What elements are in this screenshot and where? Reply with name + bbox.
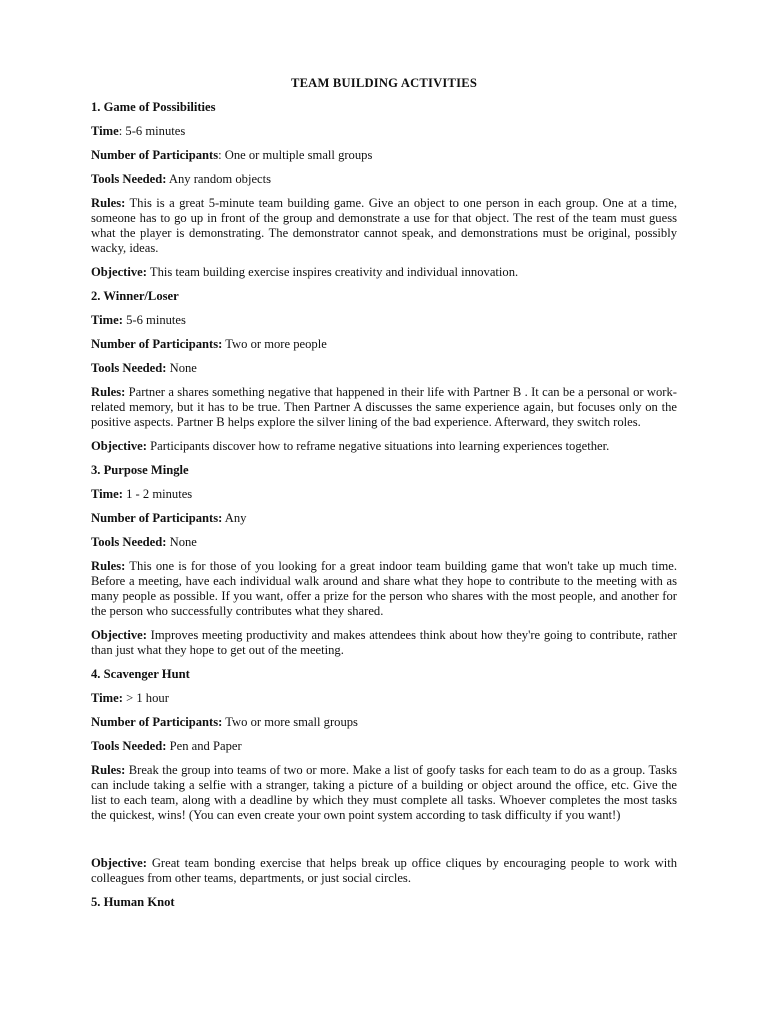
time-value: 1 - 2 minutes	[122, 487, 193, 501]
objective-paragraph	[91, 628, 677, 658]
tools-label: Tools Needed:	[91, 361, 167, 375]
rules-paragraph	[91, 385, 677, 430]
rules-text: This one is for those of you looking for a great indoor team building game that won't take up much time. Before a meeting, have each individual walk around and share what they hope to contribute to the meeting with as many people as possible. If you want, offer a prize for the person who shares with the most people, and another for the person who successfully contributes what they shared.	[91, 559, 677, 618]
tools-value: None	[166, 361, 197, 375]
time-value: > 1 hour	[122, 691, 169, 705]
rules-paragraph	[91, 763, 677, 823]
rules-paragraph	[91, 559, 677, 619]
participants-line	[91, 511, 677, 526]
tools-line	[91, 739, 677, 754]
objective-label: Objective:	[91, 628, 147, 642]
rules-text: Partner a shares something negative that happened in their life with Partner B . It can be a personal or work-related memory, but it has to be true. Then Partner A discusses the same experience again, but focuses only on the positive aspects. Partner B helps explore the silver lining of the bad experience. Afterward, they switch roles.	[91, 385, 677, 429]
objective-paragraph	[91, 856, 677, 886]
rules-paragraph	[91, 196, 677, 256]
time-value: 5-6 minutes	[122, 313, 186, 327]
participants-line	[91, 148, 677, 163]
participants-label: Number of Participants	[91, 148, 219, 162]
participants-line	[91, 715, 677, 730]
time-line	[91, 487, 677, 502]
objective-text: This team building exercise inspires creativity and individual innovation.	[146, 265, 519, 279]
section-heading: 4. Scavenger Hunt	[91, 667, 190, 681]
tools-label: Tools Needed:	[91, 535, 167, 549]
objective-paragraph	[91, 439, 677, 454]
tools-value: Any random objects	[166, 172, 272, 186]
participants-label: Number of Participants:	[91, 337, 223, 351]
participants-label: Number of Participants:	[91, 511, 223, 525]
rules-text: Break the group into teams of two or more. Make a list of goofy tasks for each team to do as a group. Tasks can include taking a selfie with a stranger, taking a picture of a building or object around the office, etc. Give the list to each team, along with a deadline by which they must complete all tasks. Whoever completes the most tasks the quickest, wins! (You can even create your own point system according to task difficulty if you want!)	[91, 763, 677, 822]
objective-label: Objective:	[91, 439, 147, 453]
objective-paragraph	[91, 265, 677, 280]
section-heading: 2. Winner/Loser	[91, 289, 179, 303]
section-heading: 5. Human Knot	[91, 895, 175, 909]
participants-value: Two or more small groups	[222, 715, 358, 729]
activity-section	[91, 895, 677, 910]
time-label: Time:	[91, 691, 123, 705]
participants-value: Any	[222, 511, 247, 525]
rules-label: Rules:	[91, 559, 126, 573]
rules-text: This is a great 5-minute team building game. Give an object to one person in each group. One at a time, someone has to go up in front of the group and demonstrate a use for that object. The rest of the team must guess what the player is demonstrating. The demonstrator cannot speak, and demonstrations must be original, possibly wacky, ideas.	[91, 196, 677, 255]
tools-label: Tools Needed:	[91, 172, 167, 186]
rules-label: Rules:	[91, 385, 126, 399]
section-heading: 1. Game of Possibilities	[91, 100, 216, 114]
participants-value: Two or more people	[222, 337, 327, 351]
objective-text: Improves meeting productivity and makes attendees think about how they're going to contribute, rather than just what they hope to get out of the meeting.	[91, 628, 677, 657]
blank-line	[91, 832, 677, 856]
tools-value: Pen and Paper	[166, 739, 242, 753]
participants-label: Number of Participants:	[91, 715, 223, 729]
participants-line	[91, 337, 677, 352]
time-label: Time	[91, 124, 119, 138]
time-value: : 5-6 minutes	[118, 124, 186, 138]
tools-line	[91, 172, 677, 187]
participants-value: : One or multiple small groups	[218, 148, 373, 162]
rules-label: Rules:	[91, 196, 126, 210]
activity-section	[91, 667, 677, 886]
tools-label: Tools Needed:	[91, 739, 167, 753]
tools-value: None	[166, 535, 197, 549]
document-page	[91, 76, 677, 919]
time-label: Time:	[91, 313, 123, 327]
activity-section	[91, 100, 677, 280]
document-title: TEAM BUILDING ACTIVITIES	[290, 76, 478, 90]
objective-label: Objective:	[91, 856, 147, 870]
rules-label: Rules:	[91, 763, 126, 777]
activity-section	[91, 289, 677, 454]
time-line	[91, 313, 677, 328]
activity-section	[91, 463, 677, 658]
time-label: Time:	[91, 487, 123, 501]
objective-label: Objective:	[91, 265, 147, 279]
objective-text: Great team bonding exercise that helps break up office cliques by encouraging people to work with colleagues from other teams, departments, or just social circles.	[91, 856, 677, 885]
time-line	[91, 691, 677, 706]
objective-text: Participants discover how to reframe negative situations into learning experiences together.	[146, 439, 610, 453]
time-line	[91, 124, 677, 139]
section-heading: 3. Purpose Mingle	[91, 463, 189, 477]
tools-line	[91, 361, 677, 376]
tools-line	[91, 535, 677, 550]
